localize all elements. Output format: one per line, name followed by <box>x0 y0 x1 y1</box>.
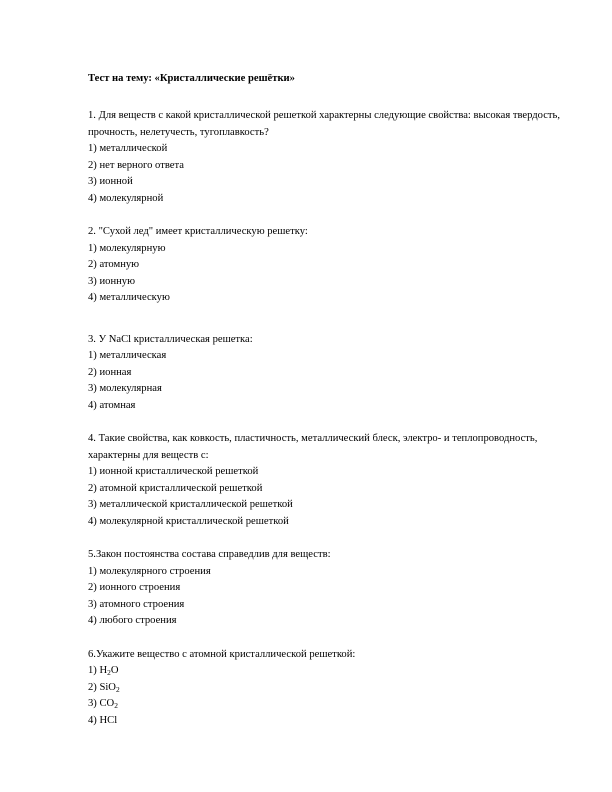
option-item: 2) атомной кристаллической решеткой <box>88 482 263 494</box>
option-item: 3) молекулярная <box>88 383 162 394</box>
option-item: 1) металлическая <box>88 350 167 361</box>
option-item: 3) ионной <box>88 176 133 187</box>
option-item: 2) атомную <box>88 259 140 270</box>
option-list <box>88 564 568 630</box>
option-item: 4) молекулярной <box>88 192 164 204</box>
option-item: 4) молекулярной кристаллической решеткой <box>88 515 289 527</box>
option-list <box>88 141 568 207</box>
option-list <box>88 663 568 729</box>
option-item: 4) HCl <box>88 714 118 726</box>
option-item: 1) металлической <box>88 143 168 154</box>
option-list <box>88 241 568 307</box>
option-item: 3) ионную <box>88 275 135 287</box>
question-text: 1. Для веществ с какой кристаллической решеткой характерны следующие свойства: высокая твердость, прочность, нелетучесть, тугоплавкость? <box>88 110 561 138</box>
option-item: 2) ионного строения <box>88 582 181 593</box>
option-item: 2) SiO$_2$ <box>88 681 120 694</box>
option-item: 1) $H_2O$ <box>88 665 119 677</box>
option-item: 2) ионная <box>88 366 132 378</box>
option-item: 1) ионной кристаллической решеткой <box>88 466 259 477</box>
question-3 <box>88 332 568 415</box>
question-5 <box>88 547 568 630</box>
question-2 <box>88 224 568 307</box>
option-item: 3) атомного строения <box>88 598 185 610</box>
question-text: 4. Такие свойства, как ковкость, пластичность, металлический блеск, электро- и теплопроводность, характерны для веществ с: <box>88 433 538 461</box>
question-4 <box>88 431 568 530</box>
question-text: 2. "Сухой лед" имеет кристаллическую решетку: <box>88 226 308 237</box>
option-item: 1) молекулярного строения <box>88 565 211 577</box>
question-text: 6.Укажите вещество с атомной кристаллической решеткой: <box>88 648 356 660</box>
test-title: Тест на тему: «Кристаллические решётки» <box>88 73 295 84</box>
question-text: 5.Закон постоянства состава справедлив для веществ: <box>88 549 331 560</box>
question-1 <box>88 108 568 207</box>
question-6 <box>88 647 568 730</box>
option-list <box>88 464 568 530</box>
option-item: 4) металлическую <box>88 292 170 303</box>
question-text: 3. У NaCl кристаллическая решетка: <box>88 333 253 345</box>
option-item: 4) атомная <box>88 399 136 411</box>
option-item: 4) любого строения <box>88 615 177 626</box>
document-page <box>88 70 568 729</box>
option-item: 3) металлической кристаллической решеткой <box>88 499 293 510</box>
option-item: 1) молекулярную <box>88 242 166 254</box>
option-list <box>88 348 568 414</box>
option-item: 3) $CO_2$ <box>88 698 118 710</box>
option-item: 2) нет верного ответа <box>88 159 184 171</box>
